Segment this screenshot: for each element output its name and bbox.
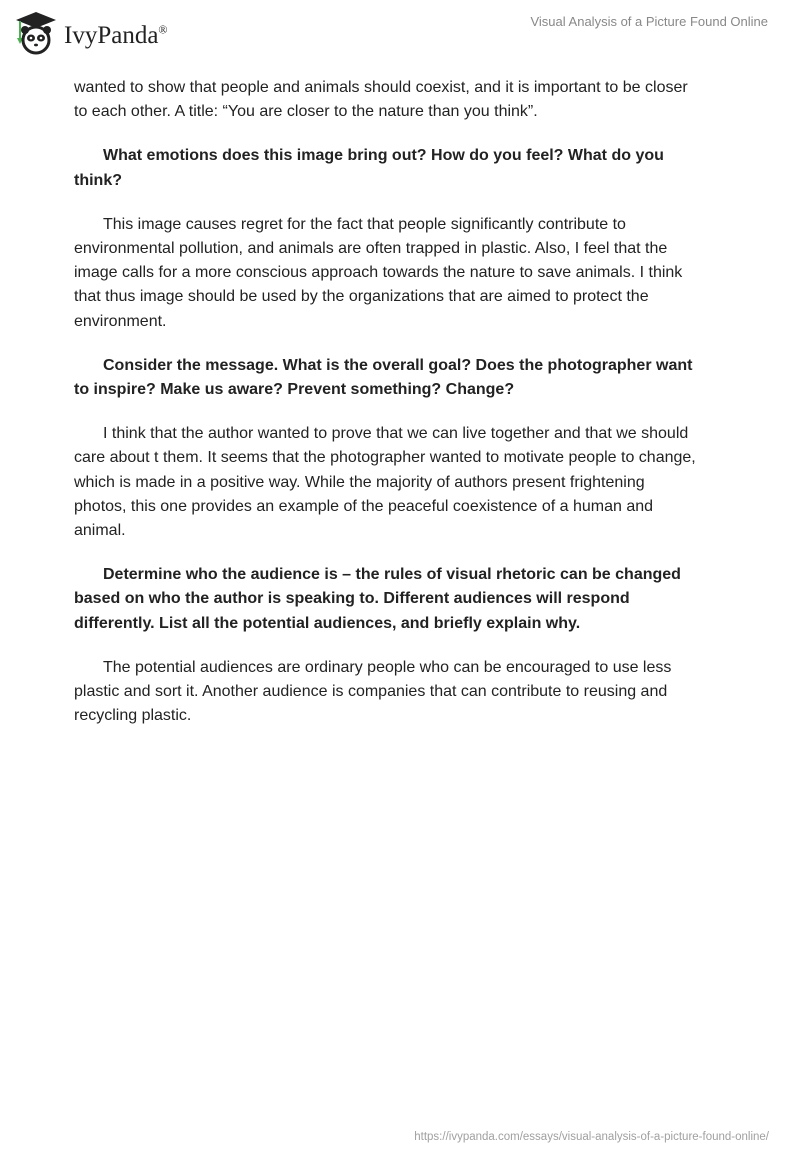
text-line: The potential audiences are ordinary people who can be encouraged to use less [103,658,672,676]
text-line: think? [74,171,122,189]
text-line: This image causes regret for the fact that people significantly contribute to [103,215,626,233]
text-line: which is made in a positive way. While the majority of authors present frightening [74,473,645,491]
text-line: that thus image should be used by the organizations that are aimed to protect the [74,288,649,306]
text-line: differently. List all the potential audiences, and briefly explain why. [74,614,581,632]
text-line: based on who the author is speaking to. Different audiences will respond [74,590,630,608]
panda-graduate-icon [12,8,60,56]
text-line: Determine who the audience is – the rules of visual rhetoric can be changed [103,566,681,584]
text-line: image calls for a more conscious approach towards the nature to save animals. I think [74,264,683,282]
text-line: Consider the message. What is the overall goal? Does the photographer want [103,356,693,374]
text-line: I think that the author wanted to prove that we can live together and that we should [103,425,689,443]
text-line: environmental pollution, and animals are often trapped in plastic. Also, I feel that the [74,240,668,258]
paragraph [74,76,734,124]
text-line: recycling plastic. [74,707,192,725]
question-heading [74,144,734,192]
text-line: animal. [74,522,126,540]
question-heading [74,354,734,402]
essay-content [74,76,734,748]
text-line: What emotions does this image bring out? How do you feel? What do you [103,147,664,165]
paragraph [74,213,734,334]
paragraph [74,422,734,543]
paragraph [74,656,734,729]
text-line: plastic and sort it. Another audience is companies that can contribute to reusing and [74,683,668,701]
text-line: photos, this one provides an example of the peaceful coexistence of a human and [74,497,654,515]
logo-text: IvyPanda® [64,22,168,49]
ivypanda-logo[interactable] [12,8,168,56]
footer-url[interactable]: https://ivypanda.com/essays/visual-analysis-of-a-picture-found-online/ [414,1131,769,1143]
text-line: to each other. A title: “You are closer to the nature than you think”. [74,103,538,121]
text-line: to inspire? Make us aware? Prevent something? Change? [74,381,515,399]
text-line: environment. [74,312,167,330]
text-line: wanted to show that people and animals should coexist, and it is important to be closer [74,79,688,96]
question-heading [74,563,734,636]
text-line: care about t them. It seems that the photographer wanted to motivate people to change, [74,449,696,467]
document-title: Visual Analysis of a Picture Found Online [530,14,768,29]
